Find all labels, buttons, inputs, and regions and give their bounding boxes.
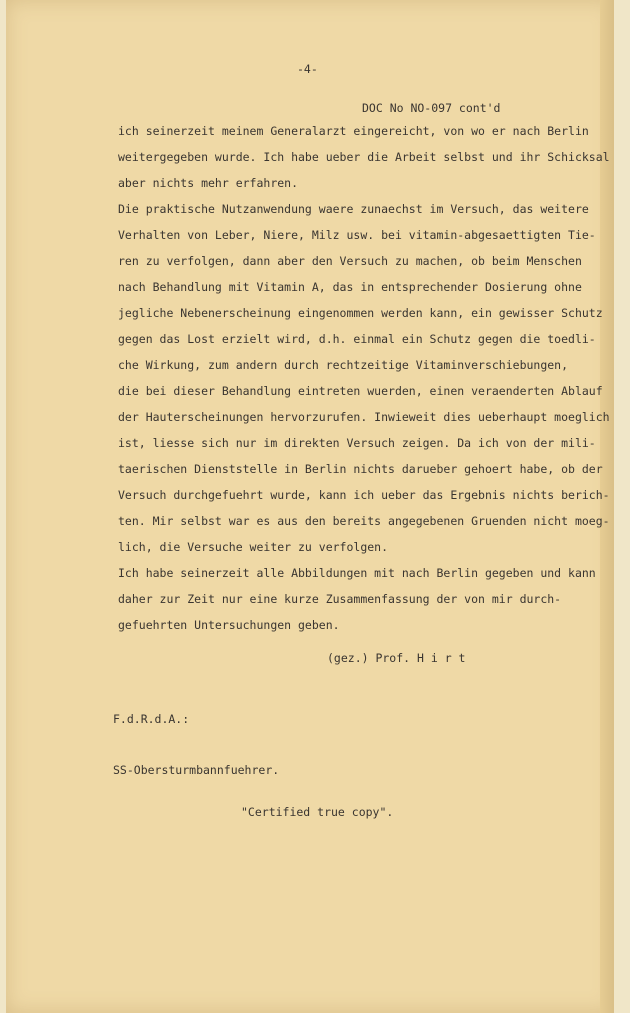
body-line: jegliche Nebenerscheinung eingenommen werden kann, ein gewisser Schutz xyxy=(118,306,603,320)
body-line: ich seinerzeit meinem Generalarzt eingereicht, von wo er nach Berlin xyxy=(118,124,589,138)
body-line: Verhalten von Leber, Niere, Milz usw. bei vitamin-abgesaettigten Tie- xyxy=(118,228,596,242)
page-number: -4- xyxy=(297,62,318,76)
body-line: aber nichts mehr erfahren. xyxy=(118,176,299,190)
body-line: daher zur Zeit nur eine kurze Zusammenfassung der von mir durch- xyxy=(118,592,562,606)
body-line: gegen das Lost erzielt wird, d.h. einmal ein Schutz gegen die toedli- xyxy=(118,332,596,346)
body-line: taerischen Dienststelle in Berlin nichts darueber gehoert habe, ob der xyxy=(118,462,603,476)
body-line: Versuch durchgefuehrt wurde, kann ich ueber das Ergebnis nichts berich- xyxy=(118,488,610,502)
certification: "Certified true copy". xyxy=(241,805,394,819)
body-line: der Hauterscheinungen hervorzurufen. Inwieweit dies ueberhaupt moeglich xyxy=(118,410,610,424)
body-line: weitergegeben wurde. Ich habe ueber die Arbeit selbst und ihr Schicksal xyxy=(118,150,610,164)
doc-reference: DOC No NO-097 cont'd xyxy=(362,101,501,115)
body-line: Die praktische Nutzanwendung waere zunaechst im Versuch, das weitere xyxy=(118,202,589,216)
body-line: gefuehrten Untersuchungen geben. xyxy=(118,618,340,632)
body-line: ten. Mir selbst war es aus den bereits angegebenen Gruenden nicht moeg- xyxy=(118,514,610,528)
body-line: lich, die Versuche weiter zu verfolgen. xyxy=(118,540,389,554)
body-line: che Wirkung, zum andern durch rechtzeitige Vitaminverschiebungen, xyxy=(118,358,569,372)
body-line: ren zu verfolgen, dann aber den Versuch zu machen, ob beim Menschen xyxy=(118,254,582,268)
body-line: ist, liesse sich nur im direkten Versuch zeigen. Da ich von der mili- xyxy=(118,436,596,450)
body-line: nach Behandlung mit Vitamin A, das in entsprechender Dosierung ohne xyxy=(118,280,582,294)
fdra-line: F.d.R.d.A.: xyxy=(113,712,190,726)
body-line: Ich habe seinerzeit alle Abbildungen mit nach Berlin gegeben und kann xyxy=(118,566,596,580)
rank-line: SS-Obersturmbannfuehrer. xyxy=(113,763,280,777)
body-line: die bei dieser Behandlung eintreten wuerden, einen veraenderten Ablauf xyxy=(118,384,603,398)
signature: (gez.) Prof. H i r t xyxy=(327,651,466,665)
